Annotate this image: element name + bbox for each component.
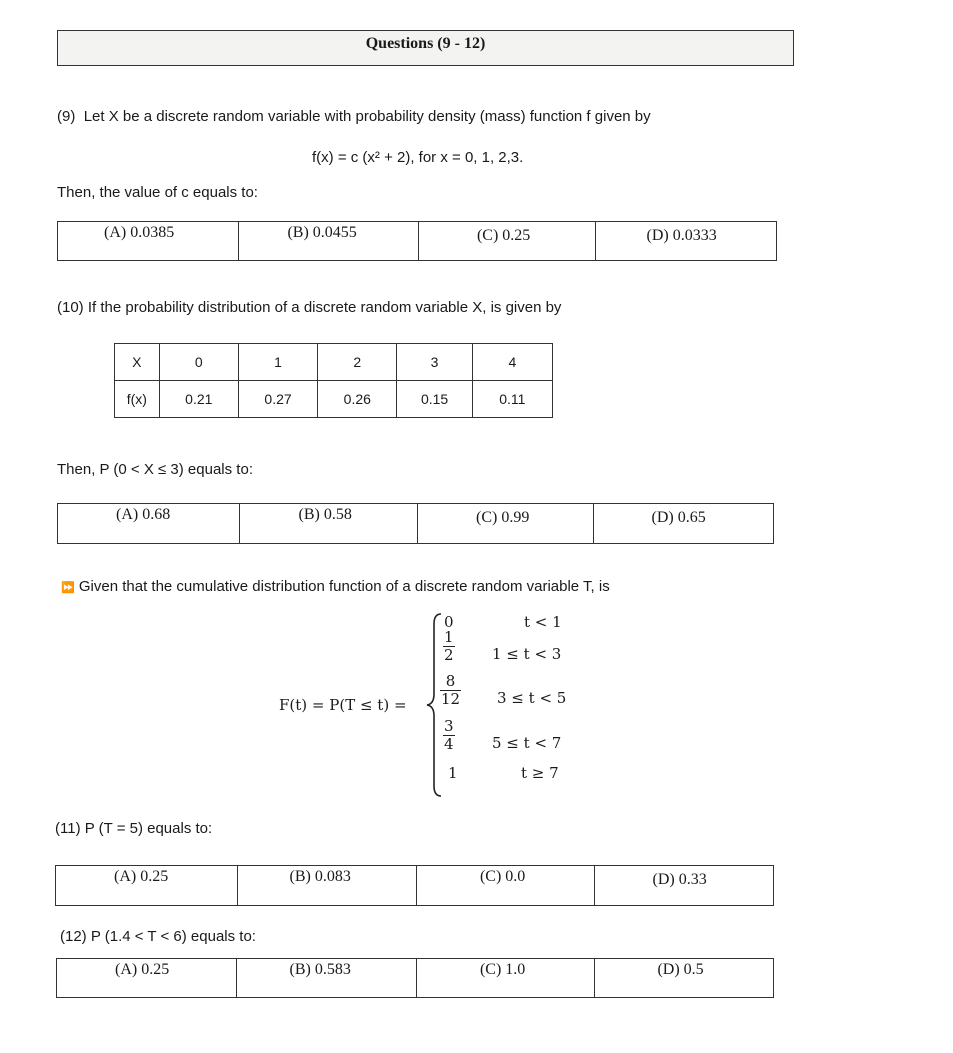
question-11-options xyxy=(55,865,774,906)
cdf-case-2-condition: 3 ≤ t < 5 xyxy=(497,689,567,707)
cdf-stem xyxy=(61,578,610,595)
question-12-stem xyxy=(60,928,256,945)
question-10-prompt: Then, P (0 < X ≤ 3) equals to: xyxy=(57,461,253,478)
question-11-option-b[interactable]: (B) 0.083 xyxy=(238,866,417,905)
cdf-case-1-denominator: 2 xyxy=(444,646,454,664)
page-title: Questions (9 - 12) xyxy=(365,35,486,52)
cdf-text: Given that the cumulative distribution function of a discrete random variable T, is xyxy=(78,578,610,595)
table-cell: 0.15 xyxy=(397,381,472,418)
question-9-stem xyxy=(57,108,651,125)
question-9-options xyxy=(57,221,777,261)
cdf-lhs: F(t) = P(T ≤ t) = xyxy=(279,696,407,714)
question-9-option-b[interactable]: (B) 0.0455 xyxy=(239,222,418,260)
question-10-stem xyxy=(57,299,561,316)
question-11-option-c[interactable]: (C) 0.0 xyxy=(417,866,595,905)
question-10-number: (10) xyxy=(57,299,84,316)
table-cell: 0.26 xyxy=(318,381,397,418)
question-9-prompt: Then, the value of c equals to: xyxy=(57,184,258,201)
table-row xyxy=(115,344,553,381)
question-12-options xyxy=(56,958,774,998)
question-9-option-d[interactable]: (D) 0.0333 xyxy=(646,227,717,244)
question-11-number: (11) xyxy=(55,820,81,837)
cdf-case-0-value: 0 xyxy=(444,613,454,631)
distribution-table xyxy=(114,343,553,418)
question-10-options xyxy=(57,503,774,544)
question-11-option-d[interactable]: (D) 0.33 xyxy=(652,871,707,888)
question-9-option-a[interactable]: (A) 0.0385 xyxy=(58,222,239,260)
cdf-case-3-denominator: 4 xyxy=(444,735,454,753)
question-9-formula: f(x) = c (x² + 2), for x = 0, 1, 2,3. xyxy=(312,149,524,166)
question-12-option-a[interactable]: (A) 0.25 xyxy=(57,959,237,997)
table-row-label: X xyxy=(115,344,160,381)
table-cell: 0.21 xyxy=(159,381,238,418)
table-cell: 0 xyxy=(159,344,238,381)
question-11-text: P (T = 5) equals to: xyxy=(84,820,213,837)
question-10-option-c[interactable]: (C) 0.99 xyxy=(418,504,594,543)
question-11-option-a[interactable]: (A) 0.25 xyxy=(56,866,238,905)
question-10-option-d[interactable]: (D) 0.65 xyxy=(651,509,706,526)
cdf-case-0-condition: t < 1 xyxy=(524,613,562,631)
question-9-number: (9) xyxy=(57,108,76,125)
fast-forward-icon: ⏩ xyxy=(61,582,75,594)
table-cell: 1 xyxy=(238,344,317,381)
cdf-case-3-condition: 5 ≤ t < 7 xyxy=(492,734,562,752)
question-12-number: (12) xyxy=(60,928,87,945)
cdf-case-1-fraction xyxy=(443,630,455,663)
cdf-case-4-condition: t ≥ 7 xyxy=(521,764,559,782)
table-row-label: f(x) xyxy=(115,381,160,418)
cdf-case-1-numerator: 1 xyxy=(444,628,454,646)
table-cell: 4 xyxy=(472,344,552,381)
question-11-stem xyxy=(55,820,212,837)
cdf-case-3-numerator: 3 xyxy=(444,717,454,735)
table-cell: 0.11 xyxy=(472,381,552,418)
cdf-case-2-fraction xyxy=(440,674,461,707)
table-cell: 3 xyxy=(397,344,472,381)
question-9-option-c[interactable]: (C) 0.25 xyxy=(419,222,597,260)
table-cell: 0.27 xyxy=(238,381,317,418)
cdf-case-2-denominator: 12 xyxy=(441,690,461,708)
question-10-option-a[interactable]: (A) 0.68 xyxy=(58,504,240,543)
question-12-option-c[interactable]: (C) 1.0 xyxy=(417,959,596,997)
cdf-case-3-fraction xyxy=(443,719,455,752)
cdf-case-2-numerator: 8 xyxy=(445,672,456,690)
question-12-text: P (1.4 < T < 6) equals to: xyxy=(90,928,256,945)
cdf-case-1-condition: 1 ≤ t < 3 xyxy=(492,645,562,663)
question-10-option-b[interactable]: (B) 0.58 xyxy=(240,504,418,543)
question-12-option-b[interactable]: (B) 0.583 xyxy=(237,959,416,997)
table-cell: 2 xyxy=(318,344,397,381)
table-row xyxy=(115,381,553,418)
questions-header-box xyxy=(57,30,794,66)
question-9-text: Let X be a discrete random variable with probability density (mass) function f given by xyxy=(83,108,651,125)
question-10-text: If the probability distribution of a discrete random variable X, is given by xyxy=(87,299,562,316)
question-12-option-d[interactable]: (D) 0.5 xyxy=(657,961,704,978)
cdf-case-4-value: 1 xyxy=(448,764,458,782)
